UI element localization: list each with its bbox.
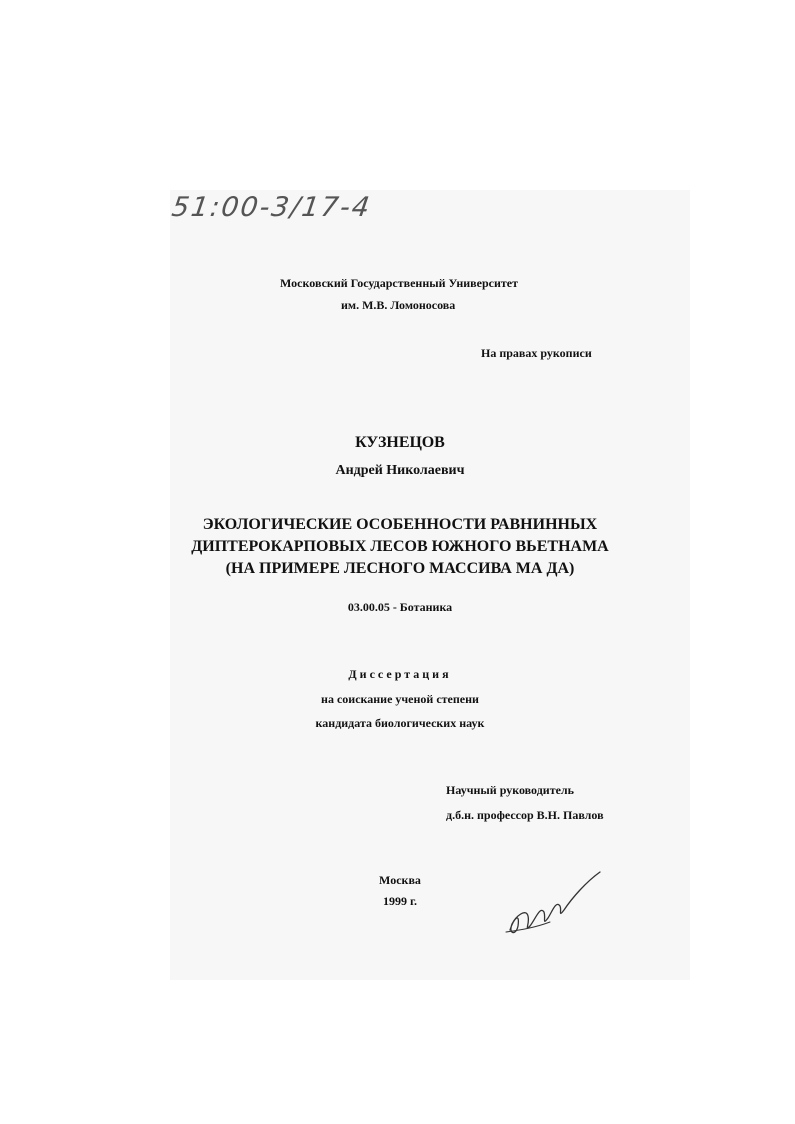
degree-line-2: кандидата биологических наук bbox=[315, 716, 485, 730]
university-subtitle: им. М.В. Ломоносова bbox=[341, 298, 456, 312]
signature-icon bbox=[500, 860, 610, 940]
title-line-1: ЭКОЛОГИЧЕСКИЕ ОСОБЕННОСТИ РАВНИННЫХ bbox=[202, 516, 598, 533]
document-type: Диссертация bbox=[348, 667, 452, 681]
year: 1999 г. bbox=[382, 894, 418, 908]
degree-line-1: на соискание ученой степени bbox=[321, 692, 479, 706]
author-name: Андрей Николаевич bbox=[335, 463, 465, 478]
title-line-2: ДИПТЕРОКАРПОВЫХ ЛЕСОВ ЮЖНОГО ВЬЕТНАМА bbox=[191, 538, 609, 555]
manuscript-rights: На правах рукописи bbox=[481, 346, 592, 360]
university-name: Московский Государственный Университет bbox=[280, 276, 519, 290]
author-surname: КУЗНЕЦОВ bbox=[355, 434, 445, 451]
city: Москва bbox=[379, 873, 421, 887]
specialty-code: 03.00.05 - Ботаника bbox=[347, 600, 453, 614]
title-line-3: (НА ПРИМЕРЕ ЛЕСНОГО МАССИВА МА ДА) bbox=[225, 560, 575, 577]
supervisor-label: Научный руководитель bbox=[446, 783, 574, 797]
supervisor-name: д.б.н. профессор В.Н. Павлов bbox=[446, 808, 604, 822]
handwritten-archive-code: 51:00-3/17-4 bbox=[169, 192, 374, 223]
